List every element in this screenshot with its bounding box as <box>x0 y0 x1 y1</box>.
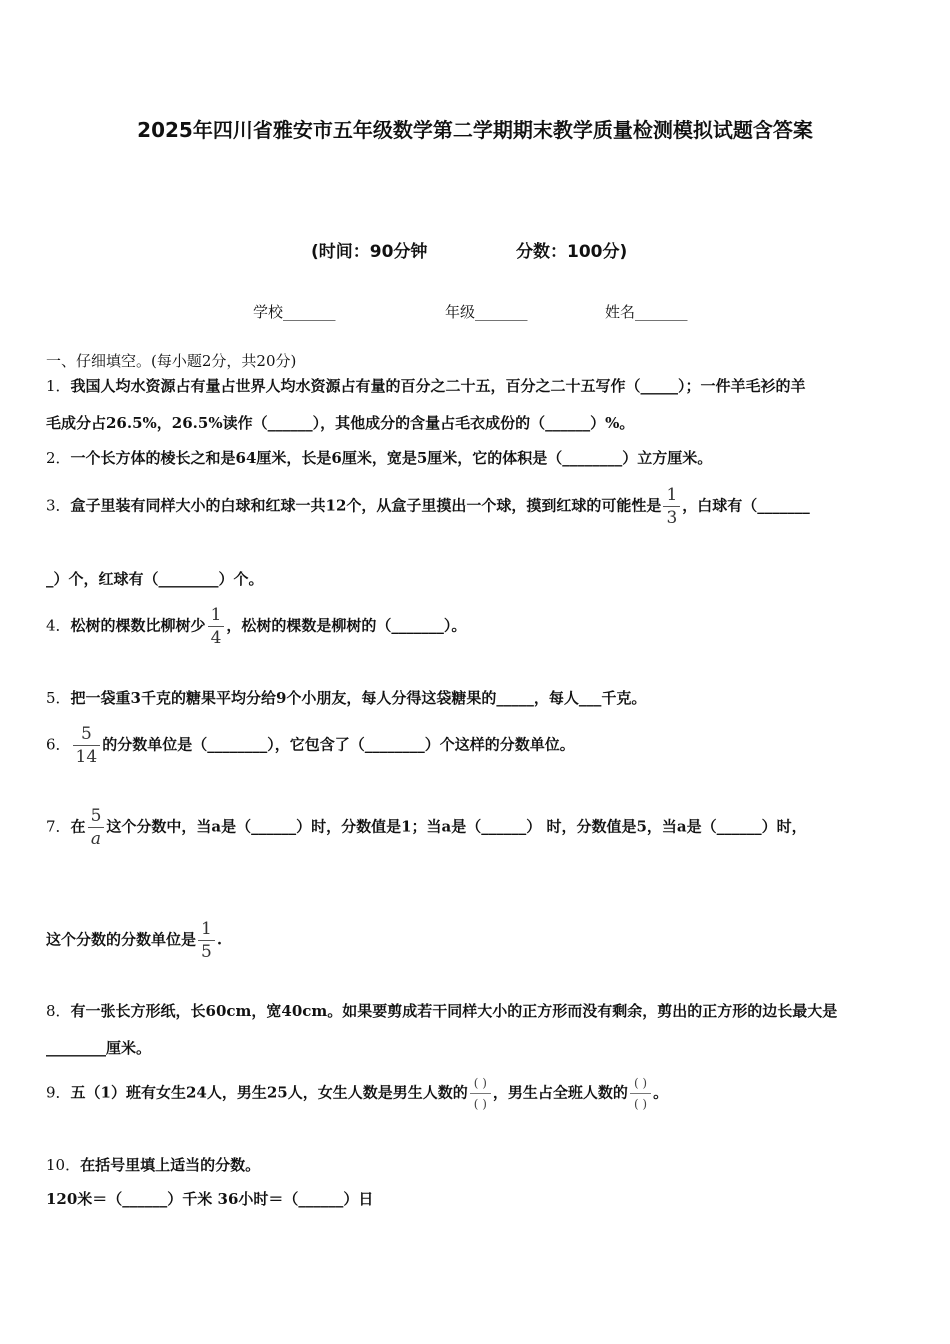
fraction-denominator: 5 <box>201 942 212 962</box>
question-number: 6． <box>46 735 71 754</box>
question-2 <box>46 448 712 468</box>
question-text: 五（1）班有女生24人，男生25人，女生人数是男生人数的 <box>70 1083 468 1102</box>
question-number: 3． <box>46 496 71 515</box>
exam-score: 分数：100分) <box>516 242 628 262</box>
exam-time: (时间：90分钟 <box>311 242 428 262</box>
blank-fraction[interactable] <box>630 1073 651 1114</box>
question-text: 有一张长方形纸，长60cm，宽40cm。如果要剪成若干同样大小的正方形而没有剩余，剪出的正方形的边长最大是 <box>70 1002 838 1020</box>
question-number: 1． <box>46 377 71 395</box>
question-text: 我国人均水资源占有量占世界人均水资源占有量的百分之二十五，百分之二十五写作（_____）；一件羊毛衫的羊 <box>70 377 806 395</box>
question-7 <box>46 805 807 850</box>
question-text: 松树的棵数比柳树少 <box>70 616 206 635</box>
fraction <box>73 723 101 768</box>
question-5 <box>46 688 646 708</box>
question-10 <box>46 1155 260 1175</box>
question-6 <box>46 723 575 768</box>
blank-denominator: ( ) <box>473 1097 487 1111</box>
blank-numerator: ( ) <box>470 1073 491 1094</box>
question-number: 4． <box>46 616 71 635</box>
question-number: 9． <box>46 1083 71 1102</box>
question-number: 5． <box>46 689 71 707</box>
question-text: 一个长方体的棱长之和是64厘米，长是6厘米，宽是5厘米，它的体积是（________）立方厘米。 <box>70 449 713 467</box>
question-8-line-2: ________厘米。 <box>46 1039 152 1057</box>
blank-numerator: ( ) <box>630 1073 651 1094</box>
school-field: 学校_______ <box>253 303 336 321</box>
fraction-denominator: 14 <box>75 747 98 767</box>
blank-fraction[interactable] <box>470 1073 491 1114</box>
name-field: 姓名_______ <box>605 303 688 321</box>
question-number: 7． <box>46 817 71 836</box>
question-text: 在括号里填上适当的分数。 <box>80 1156 261 1174</box>
question-3-line-2: _）个，红球有（________）个。 <box>46 570 264 588</box>
fraction <box>663 484 680 529</box>
question-text: 盒子里装有同样大小的白球和红球一共12个，从盒子里摸出一个球，摸到红球的可能性是 <box>70 496 662 515</box>
question-text-cont: ，白球有（_______ <box>682 496 810 515</box>
question-8 <box>46 1001 837 1021</box>
question-4 <box>46 604 466 649</box>
question-10-line-2: 120米＝（______）千米 36小时＝（______）日 <box>46 1190 374 1208</box>
fraction-denominator: 3 <box>666 508 678 528</box>
fraction-numerator: 1 <box>198 918 215 941</box>
question-text-end: 。 <box>653 1083 669 1102</box>
question-text-cont: ，男生占全班人数的 <box>492 1083 628 1102</box>
question-number: 8． <box>46 1002 71 1020</box>
fraction-denominator: 4 <box>210 628 222 648</box>
question-9 <box>46 1073 668 1114</box>
page-title: 2025年四川省雅安市五年级数学第二学期期末教学质量检测模拟试题含答案 <box>137 118 813 142</box>
fraction <box>88 805 105 850</box>
question-1 <box>46 376 806 396</box>
question-3 <box>46 484 810 529</box>
question-text: 的分数单位是（________），它包含了（________）个这样的分数单位。 <box>102 735 575 754</box>
question-1-line-2: 毛成分占26.5%，26.5%读作（______），其他成分的含量占毛衣成份的（______）%。 <box>46 414 635 432</box>
question-text: 这个分数的分数单位是 <box>46 930 197 949</box>
fraction <box>208 604 225 649</box>
fraction <box>198 918 215 963</box>
question-7-line-2 <box>46 918 222 963</box>
fraction-numerator: 5 <box>88 805 105 828</box>
question-number: 2． <box>46 449 71 467</box>
question-text-cont: 这个分数中，当a是（______）时，分数值是1；当a是（______） 时，分数值是5，当a是（______）时， <box>106 817 807 836</box>
blank-denominator: ( ) <box>633 1097 648 1111</box>
question-number: 10． <box>46 1156 81 1174</box>
question-text: 把一袋重3千克的糖果平均分给9个小朋友，每人分得这袋糖果的_____，每人___千克。 <box>70 689 647 707</box>
fraction-denominator: a <box>90 829 102 849</box>
fraction-numerator: 1 <box>208 604 225 627</box>
fraction-numerator: 5 <box>73 723 101 746</box>
question-text-cont: . <box>216 930 223 949</box>
question-text-cont: ，松树的棵数是柳树的（_______）。 <box>226 616 467 635</box>
fraction-numerator: 1 <box>663 484 680 507</box>
grade-field: 年级_______ <box>445 303 528 321</box>
question-text: 在 <box>70 817 86 836</box>
section-heading: 一、仔细填空。(每小题2分，共20分) <box>46 352 297 370</box>
